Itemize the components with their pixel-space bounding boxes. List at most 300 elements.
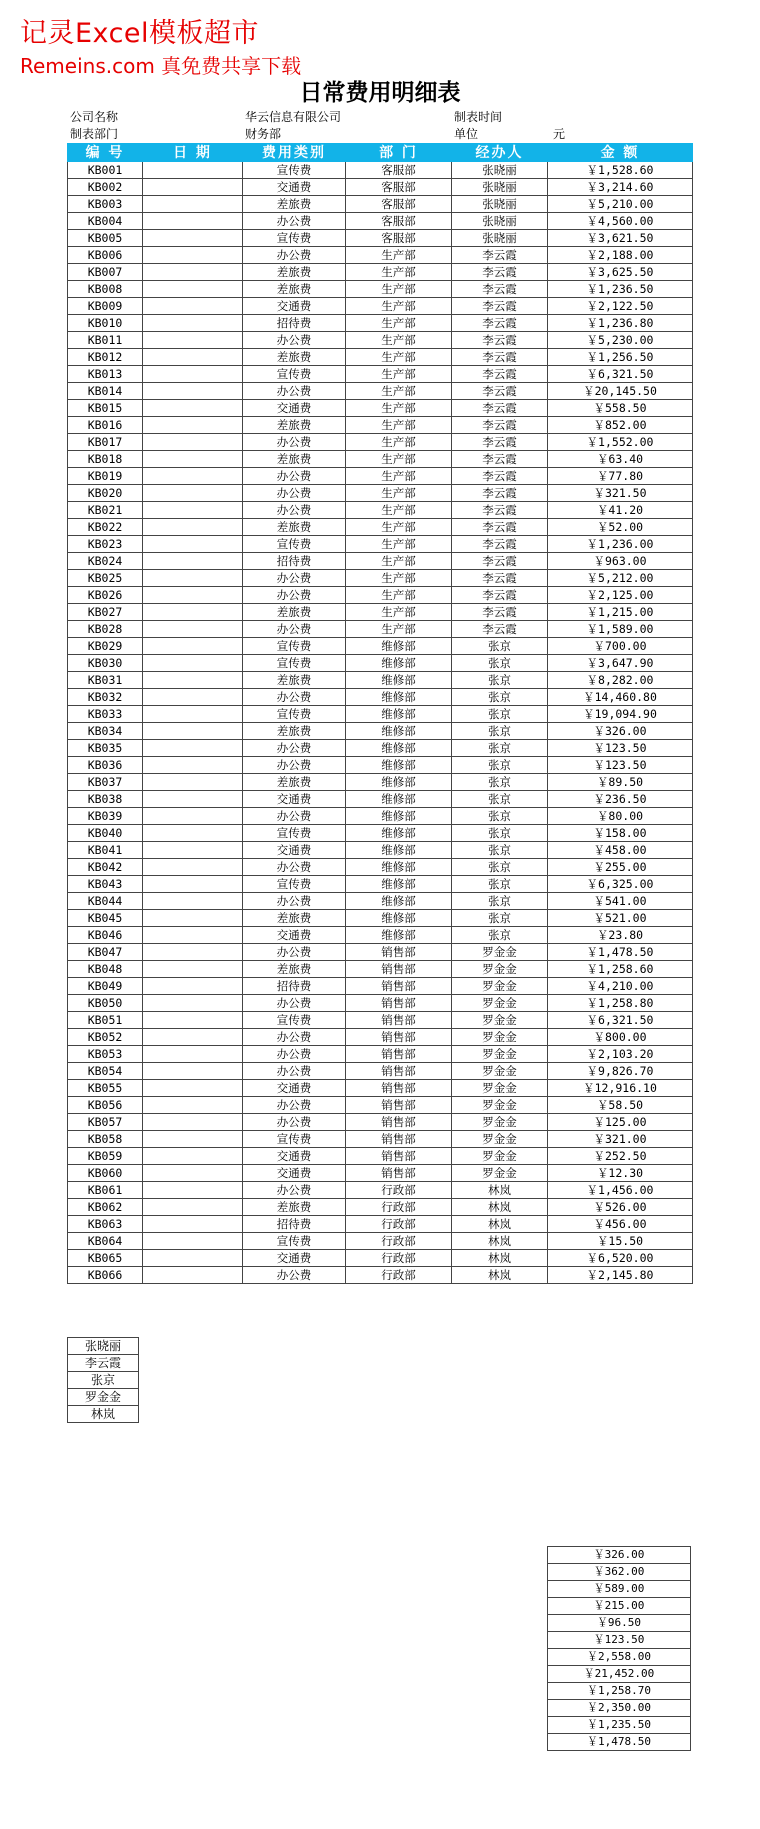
cell-department: 生产部 bbox=[346, 468, 452, 485]
cell-category: 办公费 bbox=[243, 757, 346, 774]
handler-name: 张京 bbox=[68, 1372, 139, 1389]
cell-category: 办公费 bbox=[243, 468, 346, 485]
cell-amount: ￥58.50 bbox=[548, 1097, 693, 1114]
cell-handler: 李云霞 bbox=[452, 417, 548, 434]
cell-code: KB042 bbox=[68, 859, 143, 876]
cell-category: 办公费 bbox=[243, 1029, 346, 1046]
cell-category: 办公费 bbox=[243, 944, 346, 961]
cell-amount: ￥1,528.60 bbox=[548, 162, 693, 179]
cell-handler: 罗金金 bbox=[452, 1165, 548, 1182]
cell-date bbox=[143, 400, 243, 417]
cell-code: KB024 bbox=[68, 553, 143, 570]
cell-category: 办公费 bbox=[243, 1114, 346, 1131]
cell-date bbox=[143, 1063, 243, 1080]
cell-amount: ￥5,212.00 bbox=[548, 570, 693, 587]
cell-category: 差旅费 bbox=[243, 604, 346, 621]
cell-category: 交通费 bbox=[243, 1148, 346, 1165]
cell-handler: 张京 bbox=[452, 723, 548, 740]
cell-handler: 李云霞 bbox=[452, 247, 548, 264]
cell-handler: 张晓丽 bbox=[452, 162, 548, 179]
cell-department: 维修部 bbox=[346, 723, 452, 740]
cell-handler: 张京 bbox=[452, 740, 548, 757]
amount-value: ￥2,558.00 bbox=[548, 1649, 691, 1666]
cell-department: 维修部 bbox=[346, 672, 452, 689]
table-row bbox=[68, 655, 693, 672]
list-item bbox=[548, 1615, 691, 1632]
cell-amount: ￥236.50 bbox=[548, 791, 693, 808]
cell-department: 维修部 bbox=[346, 791, 452, 808]
cell-date bbox=[143, 927, 243, 944]
table-row bbox=[68, 961, 693, 978]
cell-department: 行政部 bbox=[346, 1250, 452, 1267]
cell-code: KB066 bbox=[68, 1267, 143, 1284]
cell-amount: ￥41.20 bbox=[548, 502, 693, 519]
table-row bbox=[68, 706, 693, 723]
cell-department: 销售部 bbox=[346, 1131, 452, 1148]
cell-amount: ￥8,282.00 bbox=[548, 672, 693, 689]
cell-category: 交通费 bbox=[243, 298, 346, 315]
amount-value: ￥215.00 bbox=[548, 1598, 691, 1615]
cell-handler: 李云霞 bbox=[452, 621, 548, 638]
cell-handler: 张京 bbox=[452, 927, 548, 944]
amount-value: ￥21,452.00 bbox=[548, 1666, 691, 1683]
cell-category: 宣传费 bbox=[243, 706, 346, 723]
cell-department: 生产部 bbox=[346, 417, 452, 434]
table-row bbox=[68, 808, 693, 825]
table-row bbox=[68, 162, 693, 179]
cell-code: KB054 bbox=[68, 1063, 143, 1080]
cell-department: 销售部 bbox=[346, 995, 452, 1012]
cell-amount: ￥3,214.60 bbox=[548, 179, 693, 196]
cell-date bbox=[143, 570, 243, 587]
handler-name: 林岚 bbox=[68, 1406, 139, 1423]
table-row bbox=[68, 893, 693, 910]
cell-amount: ￥1,478.50 bbox=[548, 944, 693, 961]
list-item bbox=[68, 1389, 139, 1406]
cell-date bbox=[143, 366, 243, 383]
cell-handler: 林岚 bbox=[452, 1182, 548, 1199]
amount-value: ￥2,350.00 bbox=[548, 1700, 691, 1717]
cell-category: 差旅费 bbox=[243, 451, 346, 468]
cell-code: KB048 bbox=[68, 961, 143, 978]
table-row bbox=[68, 1012, 693, 1029]
unit-value: 元 bbox=[553, 127, 566, 141]
cell-category: 宣传费 bbox=[243, 536, 346, 553]
handler-name: 李云霞 bbox=[68, 1355, 139, 1372]
table-row bbox=[68, 383, 693, 400]
cell-department: 维修部 bbox=[346, 638, 452, 655]
cell-department: 生产部 bbox=[346, 502, 452, 519]
table-row bbox=[68, 774, 693, 791]
cell-amount: ￥4,210.00 bbox=[548, 978, 693, 995]
table-row bbox=[68, 485, 693, 502]
cell-code: KB020 bbox=[68, 485, 143, 502]
cell-amount: ￥1,215.00 bbox=[548, 604, 693, 621]
cell-date bbox=[143, 1131, 243, 1148]
cell-category: 办公费 bbox=[243, 383, 346, 400]
cell-amount: ￥321.00 bbox=[548, 1131, 693, 1148]
cell-date bbox=[143, 961, 243, 978]
cell-code: KB029 bbox=[68, 638, 143, 655]
cell-department: 销售部 bbox=[346, 1029, 452, 1046]
table-row bbox=[68, 587, 693, 604]
cell-code: KB003 bbox=[68, 196, 143, 213]
cell-category: 差旅费 bbox=[243, 264, 346, 281]
table-row bbox=[68, 196, 693, 213]
cell-amount: ￥963.00 bbox=[548, 553, 693, 570]
cell-handler: 李云霞 bbox=[452, 570, 548, 587]
cell-category: 交通费 bbox=[243, 927, 346, 944]
cell-date bbox=[143, 519, 243, 536]
cell-date bbox=[143, 1216, 243, 1233]
cell-code: KB011 bbox=[68, 332, 143, 349]
cell-code: KB009 bbox=[68, 298, 143, 315]
handler-name: 张晓丽 bbox=[68, 1338, 139, 1355]
cell-code: KB061 bbox=[68, 1182, 143, 1199]
cell-handler: 李云霞 bbox=[452, 587, 548, 604]
cell-code: KB025 bbox=[68, 570, 143, 587]
cell-date bbox=[143, 655, 243, 672]
cell-category: 招待费 bbox=[243, 315, 346, 332]
cell-category: 宣传费 bbox=[243, 1233, 346, 1250]
cell-amount: ￥123.50 bbox=[548, 757, 693, 774]
cell-handler: 罗金金 bbox=[452, 1114, 548, 1131]
cell-date bbox=[143, 213, 243, 230]
cell-department: 维修部 bbox=[346, 774, 452, 791]
cell-date bbox=[143, 349, 243, 366]
cell-handler: 林岚 bbox=[452, 1267, 548, 1284]
cell-department: 销售部 bbox=[346, 1165, 452, 1182]
cell-department: 行政部 bbox=[346, 1216, 452, 1233]
cell-date bbox=[143, 1199, 243, 1216]
cell-department: 销售部 bbox=[346, 944, 452, 961]
cell-category: 招待费 bbox=[243, 553, 346, 570]
handler-list bbox=[67, 1337, 139, 1423]
cell-date bbox=[143, 1233, 243, 1250]
cell-code: KB051 bbox=[68, 1012, 143, 1029]
cell-category: 差旅费 bbox=[243, 519, 346, 536]
cell-amount: ￥4,560.00 bbox=[548, 213, 693, 230]
cell-category: 办公费 bbox=[243, 859, 346, 876]
cell-amount: ￥326.00 bbox=[548, 723, 693, 740]
cell-handler: 罗金金 bbox=[452, 1080, 548, 1097]
cell-code: KB057 bbox=[68, 1114, 143, 1131]
cell-department: 生产部 bbox=[346, 621, 452, 638]
cell-amount: ￥456.00 bbox=[548, 1216, 693, 1233]
cell-amount: ￥5,230.00 bbox=[548, 332, 693, 349]
table-row bbox=[68, 536, 693, 553]
cell-amount: ￥89.50 bbox=[548, 774, 693, 791]
cell-amount: ￥6,325.00 bbox=[548, 876, 693, 893]
cell-handler: 罗金金 bbox=[452, 978, 548, 995]
cell-amount: ￥77.80 bbox=[548, 468, 693, 485]
cell-date bbox=[143, 672, 243, 689]
table-row bbox=[68, 978, 693, 995]
cell-department: 销售部 bbox=[346, 1080, 452, 1097]
cell-department: 维修部 bbox=[346, 910, 452, 927]
cell-department: 行政部 bbox=[346, 1182, 452, 1199]
cell-department: 生产部 bbox=[346, 315, 452, 332]
cell-code: KB059 bbox=[68, 1148, 143, 1165]
list-item bbox=[548, 1683, 691, 1700]
cell-handler: 林岚 bbox=[452, 1199, 548, 1216]
cell-department: 生产部 bbox=[346, 400, 452, 417]
cell-handler: 张京 bbox=[452, 842, 548, 859]
cell-amount: ￥1,258.60 bbox=[548, 961, 693, 978]
cell-category: 办公费 bbox=[243, 332, 346, 349]
cell-handler: 张晓丽 bbox=[452, 230, 548, 247]
cell-department: 生产部 bbox=[346, 553, 452, 570]
table-row bbox=[68, 451, 693, 468]
cell-amount: ￥52.00 bbox=[548, 519, 693, 536]
cell-handler: 张京 bbox=[452, 638, 548, 655]
cell-category: 差旅费 bbox=[243, 349, 346, 366]
cell-date bbox=[143, 995, 243, 1012]
cell-handler: 张京 bbox=[452, 706, 548, 723]
cell-department: 客服部 bbox=[346, 196, 452, 213]
cell-code: KB023 bbox=[68, 536, 143, 553]
cell-department: 生产部 bbox=[346, 434, 452, 451]
cell-handler: 张京 bbox=[452, 876, 548, 893]
amount-value: ￥96.50 bbox=[548, 1615, 691, 1632]
cell-date bbox=[143, 281, 243, 298]
table-row bbox=[68, 1165, 693, 1182]
cell-category: 宣传费 bbox=[243, 366, 346, 383]
cell-date bbox=[143, 893, 243, 910]
cell-code: KB027 bbox=[68, 604, 143, 621]
table-row bbox=[68, 519, 693, 536]
cell-department: 销售部 bbox=[346, 961, 452, 978]
cell-amount: ￥458.00 bbox=[548, 842, 693, 859]
cell-department: 客服部 bbox=[346, 230, 452, 247]
cell-amount: ￥123.50 bbox=[548, 740, 693, 757]
cell-code: KB046 bbox=[68, 927, 143, 944]
cell-handler: 李云霞 bbox=[452, 451, 548, 468]
cell-date bbox=[143, 978, 243, 995]
cell-date bbox=[143, 587, 243, 604]
cell-code: KB021 bbox=[68, 502, 143, 519]
cell-department: 生产部 bbox=[346, 485, 452, 502]
cell-department: 维修部 bbox=[346, 825, 452, 842]
cell-category: 办公费 bbox=[243, 247, 346, 264]
cell-category: 招待费 bbox=[243, 1216, 346, 1233]
cell-amount: ￥125.00 bbox=[548, 1114, 693, 1131]
cell-amount: ￥1,236.00 bbox=[548, 536, 693, 553]
made-time-label: 制表时间 bbox=[454, 110, 503, 124]
cell-amount: ￥80.00 bbox=[548, 808, 693, 825]
cell-department: 行政部 bbox=[346, 1199, 452, 1216]
cell-date bbox=[143, 604, 243, 621]
table-row bbox=[68, 1114, 693, 1131]
header-department: 部 门 bbox=[346, 144, 452, 162]
table-row bbox=[68, 1267, 693, 1284]
cell-amount: ￥6,520.00 bbox=[548, 1250, 693, 1267]
cell-code: KB031 bbox=[68, 672, 143, 689]
table-row bbox=[68, 910, 693, 927]
cell-code: KB052 bbox=[68, 1029, 143, 1046]
table-row bbox=[68, 281, 693, 298]
table-row bbox=[68, 740, 693, 757]
cell-code: KB006 bbox=[68, 247, 143, 264]
cell-department: 销售部 bbox=[346, 1148, 452, 1165]
header-code: 编 号 bbox=[68, 144, 143, 162]
table-row bbox=[68, 1080, 693, 1097]
cell-amount: ￥12.30 bbox=[548, 1165, 693, 1182]
cell-department: 生产部 bbox=[346, 570, 452, 587]
table-header-row bbox=[68, 144, 693, 162]
cell-date bbox=[143, 740, 243, 757]
cell-code: KB028 bbox=[68, 621, 143, 638]
cell-date bbox=[143, 859, 243, 876]
cell-department: 生产部 bbox=[346, 451, 452, 468]
cell-department: 生产部 bbox=[346, 536, 452, 553]
cell-code: KB041 bbox=[68, 842, 143, 859]
cell-amount: ￥15.50 bbox=[548, 1233, 693, 1250]
table-row bbox=[68, 434, 693, 451]
cell-amount: ￥158.00 bbox=[548, 825, 693, 842]
cell-date bbox=[143, 230, 243, 247]
cell-date bbox=[143, 1250, 243, 1267]
cell-code: KB058 bbox=[68, 1131, 143, 1148]
cell-amount: ￥1,258.80 bbox=[548, 995, 693, 1012]
cell-category: 差旅费 bbox=[243, 1199, 346, 1216]
cell-date bbox=[143, 383, 243, 400]
table-row bbox=[68, 1182, 693, 1199]
cell-amount: ￥1,552.00 bbox=[548, 434, 693, 451]
cell-category: 办公费 bbox=[243, 1063, 346, 1080]
cell-category: 交通费 bbox=[243, 400, 346, 417]
header-amount: 金 额 bbox=[548, 144, 693, 162]
cell-category: 宣传费 bbox=[243, 162, 346, 179]
cell-date bbox=[143, 196, 243, 213]
table-row bbox=[68, 825, 693, 842]
cell-category: 交通费 bbox=[243, 842, 346, 859]
cell-handler: 罗金金 bbox=[452, 995, 548, 1012]
cell-category: 办公费 bbox=[243, 434, 346, 451]
cell-department: 客服部 bbox=[346, 179, 452, 196]
cell-amount: ￥5,210.00 bbox=[548, 196, 693, 213]
table-row bbox=[68, 468, 693, 485]
table-row bbox=[68, 179, 693, 196]
list-item bbox=[548, 1547, 691, 1564]
cell-category: 交通费 bbox=[243, 179, 346, 196]
cell-handler: 张京 bbox=[452, 910, 548, 927]
cell-category: 宣传费 bbox=[243, 655, 346, 672]
cell-handler: 李云霞 bbox=[452, 485, 548, 502]
cell-date bbox=[143, 315, 243, 332]
cell-department: 生产部 bbox=[346, 281, 452, 298]
cell-category: 办公费 bbox=[243, 502, 346, 519]
cell-category: 办公费 bbox=[243, 570, 346, 587]
cell-handler: 张京 bbox=[452, 689, 548, 706]
cell-code: KB038 bbox=[68, 791, 143, 808]
cell-category: 差旅费 bbox=[243, 281, 346, 298]
cell-date bbox=[143, 876, 243, 893]
table-row bbox=[68, 1148, 693, 1165]
table-row bbox=[68, 1131, 693, 1148]
cell-amount: ￥558.50 bbox=[548, 400, 693, 417]
table-row bbox=[68, 332, 693, 349]
cell-handler: 李云霞 bbox=[452, 604, 548, 621]
cell-code: KB047 bbox=[68, 944, 143, 961]
cell-amount: ￥521.00 bbox=[548, 910, 693, 927]
table-row bbox=[68, 859, 693, 876]
amount-value: ￥123.50 bbox=[548, 1632, 691, 1649]
cell-code: KB062 bbox=[68, 1199, 143, 1216]
cell-code: KB039 bbox=[68, 808, 143, 825]
cell-department: 销售部 bbox=[346, 978, 452, 995]
table-row bbox=[68, 1046, 693, 1063]
cell-date bbox=[143, 434, 243, 451]
cell-department: 生产部 bbox=[346, 587, 452, 604]
cell-department: 生产部 bbox=[346, 383, 452, 400]
cell-handler: 李云霞 bbox=[452, 434, 548, 451]
list-item bbox=[548, 1734, 691, 1751]
cell-handler: 张京 bbox=[452, 757, 548, 774]
cell-category: 宣传费 bbox=[243, 876, 346, 893]
cell-handler: 李云霞 bbox=[452, 502, 548, 519]
cell-code: KB037 bbox=[68, 774, 143, 791]
cell-handler: 张京 bbox=[452, 825, 548, 842]
cell-code: KB056 bbox=[68, 1097, 143, 1114]
cell-department: 行政部 bbox=[346, 1233, 452, 1250]
cell-date bbox=[143, 332, 243, 349]
cell-handler: 罗金金 bbox=[452, 1148, 548, 1165]
list-item bbox=[548, 1581, 691, 1598]
cell-department: 维修部 bbox=[346, 859, 452, 876]
cell-code: KB035 bbox=[68, 740, 143, 757]
cell-handler: 李云霞 bbox=[452, 281, 548, 298]
table-row bbox=[68, 1097, 693, 1114]
table-row bbox=[68, 723, 693, 740]
cell-code: KB012 bbox=[68, 349, 143, 366]
cell-handler: 张京 bbox=[452, 808, 548, 825]
list-item bbox=[548, 1666, 691, 1683]
cell-amount: ￥321.50 bbox=[548, 485, 693, 502]
amount-value: ￥1,235.50 bbox=[548, 1717, 691, 1734]
cell-amount: ￥63.40 bbox=[548, 451, 693, 468]
table-row bbox=[68, 791, 693, 808]
cell-amount: ￥2,188.00 bbox=[548, 247, 693, 264]
cell-category: 办公费 bbox=[243, 740, 346, 757]
cell-code: KB030 bbox=[68, 655, 143, 672]
table-row bbox=[68, 213, 693, 230]
cell-handler: 罗金金 bbox=[452, 1046, 548, 1063]
cell-category: 差旅费 bbox=[243, 723, 346, 740]
cell-department: 生产部 bbox=[346, 298, 452, 315]
cell-code: KB004 bbox=[68, 213, 143, 230]
cell-date bbox=[143, 468, 243, 485]
cell-amount: ￥700.00 bbox=[548, 638, 693, 655]
cell-handler: 林岚 bbox=[452, 1250, 548, 1267]
list-item bbox=[68, 1372, 139, 1389]
cell-amount: ￥541.00 bbox=[548, 893, 693, 910]
table-row bbox=[68, 842, 693, 859]
cell-date bbox=[143, 1182, 243, 1199]
cell-handler: 罗金金 bbox=[452, 1063, 548, 1080]
cell-handler: 罗金金 bbox=[452, 1097, 548, 1114]
cell-date bbox=[143, 825, 243, 842]
cell-date bbox=[143, 1046, 243, 1063]
list-item bbox=[548, 1700, 691, 1717]
cell-code: KB015 bbox=[68, 400, 143, 417]
cell-amount: ￥6,321.50 bbox=[548, 1012, 693, 1029]
cell-category: 交通费 bbox=[243, 1250, 346, 1267]
cell-amount: ￥526.00 bbox=[548, 1199, 693, 1216]
header-date: 日 期 bbox=[143, 144, 243, 162]
cell-handler: 罗金金 bbox=[452, 1029, 548, 1046]
cell-department: 维修部 bbox=[346, 927, 452, 944]
